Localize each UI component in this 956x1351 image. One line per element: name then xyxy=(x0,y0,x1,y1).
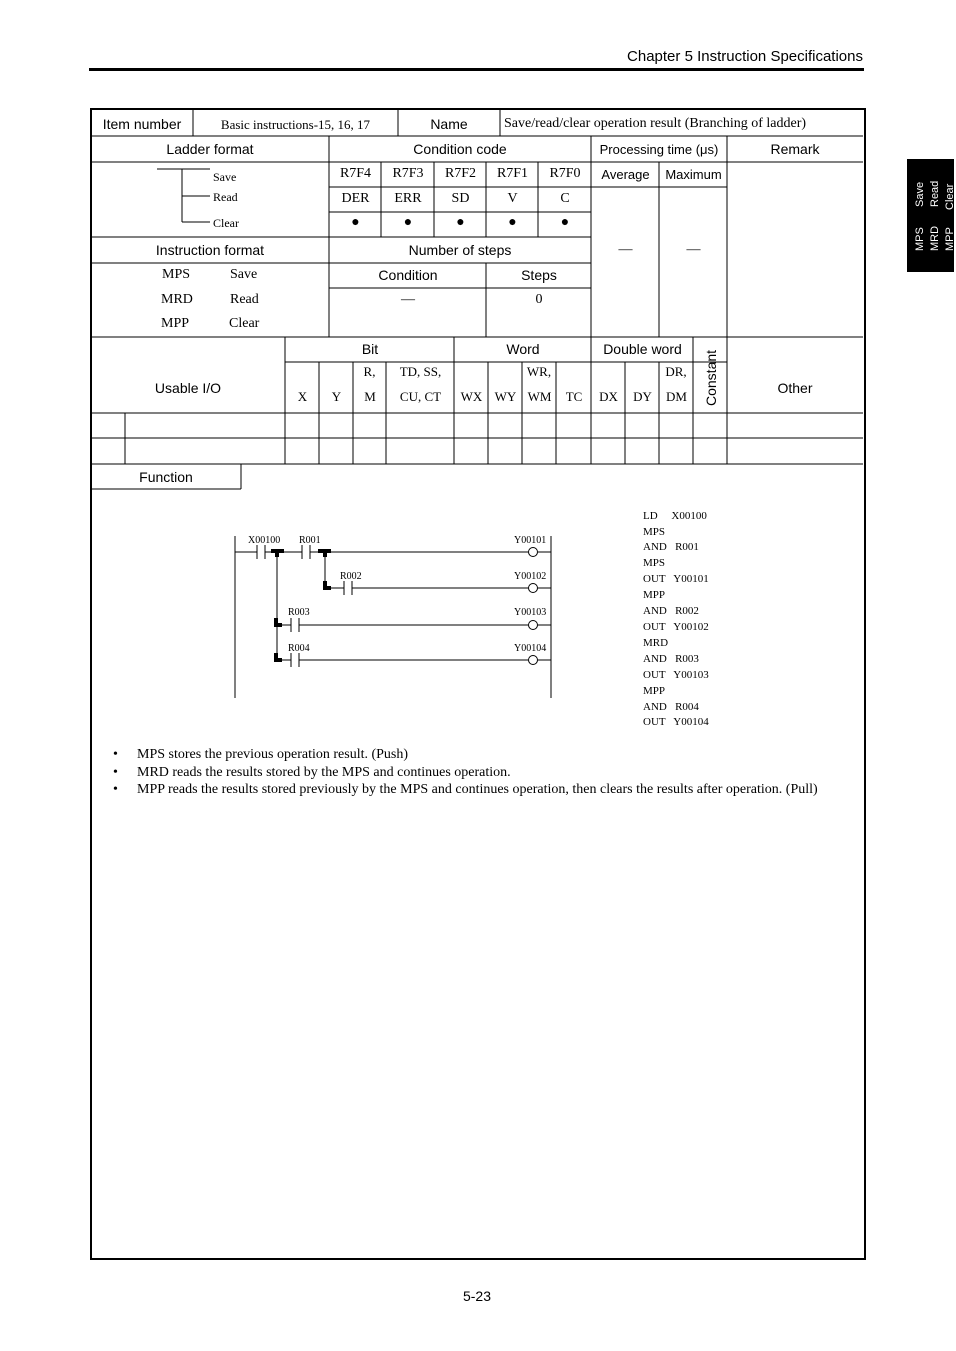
flag-name: DER xyxy=(341,191,370,206)
other-label: Other xyxy=(777,380,813,396)
average-value: — xyxy=(618,242,633,257)
instruction-action: Clear xyxy=(229,316,260,331)
ladder-label-read: Read xyxy=(213,190,238,204)
average-label: Average xyxy=(601,167,650,182)
side-tab-save: Save xyxy=(914,181,926,207)
ladder-format-label: Ladder format xyxy=(166,141,254,157)
name-value: Save/read/clear operation result (Branching of ladder) xyxy=(504,116,807,131)
constant-label: Constant xyxy=(703,349,719,406)
flag-name: C xyxy=(560,191,570,206)
io-column-dx: DX xyxy=(599,389,618,404)
flag-code: R7F3 xyxy=(392,166,424,181)
io-column-cu-ct: CU, CT xyxy=(399,389,442,404)
remark-label: Remark xyxy=(770,141,820,157)
flag-name: V xyxy=(507,191,518,206)
ladder-label-save: Save xyxy=(213,170,237,184)
coil-label: Y00102 xyxy=(514,571,547,582)
side-tab-mpp: MPP xyxy=(944,227,956,251)
coil-label: Y00101 xyxy=(514,535,547,546)
coil-label: Y00103 xyxy=(514,607,547,618)
program-line: AND R001 xyxy=(643,541,699,553)
program-line: OUT Y00101 xyxy=(643,573,709,585)
side-tab-mps: MPS xyxy=(914,227,926,251)
contact-label: R003 xyxy=(288,607,310,618)
io-column-top: TD, SS, xyxy=(399,364,442,379)
program-line: AND R002 xyxy=(643,605,699,617)
function-notes xyxy=(110,746,860,799)
flag-code: R7F4 xyxy=(339,166,372,181)
flag-code: R7F0 xyxy=(549,166,581,181)
contact-label: X00100 xyxy=(248,535,281,546)
program-line: LD X00100 xyxy=(643,510,707,522)
instruction-mnemonic: MRD xyxy=(161,292,193,307)
program-line: MRD xyxy=(643,637,669,649)
chapter-header: Chapter 5 Instruction Specifications xyxy=(627,48,863,65)
bit-label: Bit xyxy=(361,341,379,357)
ladder-label-clear: Clear xyxy=(213,216,239,230)
condition-code-label: Condition code xyxy=(413,141,507,157)
side-tab-clear: Clear xyxy=(944,183,956,210)
io-column-top: R, xyxy=(363,364,376,379)
io-column-x: X xyxy=(297,389,308,404)
condition-value: — xyxy=(401,292,415,307)
contact-label: R001 xyxy=(299,535,321,546)
item-number-label: Item number xyxy=(102,116,182,132)
io-column-m: M xyxy=(364,389,376,404)
usable-io-label: Usable I/O xyxy=(154,380,222,396)
io-column-wx: WX xyxy=(460,389,483,404)
instruction-mnemonic: MPS xyxy=(162,267,191,282)
program-line: AND R004 xyxy=(643,701,699,713)
program-line: MPP xyxy=(643,685,666,697)
flag-mark: ● xyxy=(508,215,517,230)
flag-mark: ● xyxy=(403,215,413,230)
io-column-wm: WM xyxy=(527,389,552,404)
program-line: AND R003 xyxy=(643,653,699,665)
program-line: MPP xyxy=(643,589,666,601)
instruction-action: Read xyxy=(230,292,259,307)
name-label: Name xyxy=(430,116,468,132)
program-line: MPS xyxy=(643,557,666,569)
word-label: Word xyxy=(506,341,540,357)
processing-time-label: Processing time (μs) xyxy=(599,142,719,157)
coil-label: Y00104 xyxy=(514,643,547,654)
page-number: 5-23 xyxy=(462,1288,492,1304)
steps-value: 0 xyxy=(535,292,543,307)
double-word-label: Double word xyxy=(603,341,682,357)
note-item: • MPS stores the previous operation result. (Push) xyxy=(110,746,860,764)
io-column-top: WR, xyxy=(526,364,552,379)
flag-mark: ● xyxy=(351,215,360,230)
ladder-format-symbol xyxy=(157,169,210,222)
function-label: Function xyxy=(139,469,193,485)
flag-code: R7F2 xyxy=(444,166,477,181)
note-item: • MRD reads the results stored by the MPS and continues operation. xyxy=(110,764,860,782)
side-tab-read: Read xyxy=(929,180,941,207)
program-line: OUT Y00103 xyxy=(643,669,709,681)
note-item: • MPP reads the results stored previously by the MPS and continues operation, then clears the results after operation. (Pull) xyxy=(110,781,860,799)
program-line: OUT Y00104 xyxy=(643,716,709,728)
maximum-value: — xyxy=(686,242,701,257)
instruction-format-label: Instruction format xyxy=(155,242,265,258)
program-line: MPS xyxy=(643,526,666,538)
io-column-dy: DY xyxy=(633,389,652,404)
flag-code: R7F1 xyxy=(496,166,529,181)
flag-name: SD xyxy=(451,191,470,206)
item-number-value: Basic instructions-15, 16, 17 xyxy=(220,117,371,132)
io-column-dm: DM xyxy=(666,389,687,404)
io-column-top: DR, xyxy=(665,364,687,379)
number-of-steps-label: Number of steps xyxy=(408,242,512,258)
maximum-label: Maximum xyxy=(665,167,722,182)
ladder-diagram xyxy=(235,536,551,698)
flag-mark: ● xyxy=(560,215,570,230)
side-tab-mrd: MRD xyxy=(929,225,941,251)
steps-label: Steps xyxy=(521,267,557,283)
instruction-mnemonic: MPP xyxy=(161,316,190,331)
flag-mark: ● xyxy=(456,215,465,230)
io-column-y: Y xyxy=(331,389,342,404)
program-line: OUT Y00102 xyxy=(643,621,709,633)
io-column-tc: TC xyxy=(565,389,583,404)
instruction-action: Save xyxy=(230,267,258,282)
io-column-wy: WY xyxy=(494,389,517,404)
condition-label: Condition xyxy=(378,267,438,283)
contact-label: R004 xyxy=(288,643,310,654)
flag-name: ERR xyxy=(394,191,422,206)
contact-label: R002 xyxy=(340,571,362,582)
